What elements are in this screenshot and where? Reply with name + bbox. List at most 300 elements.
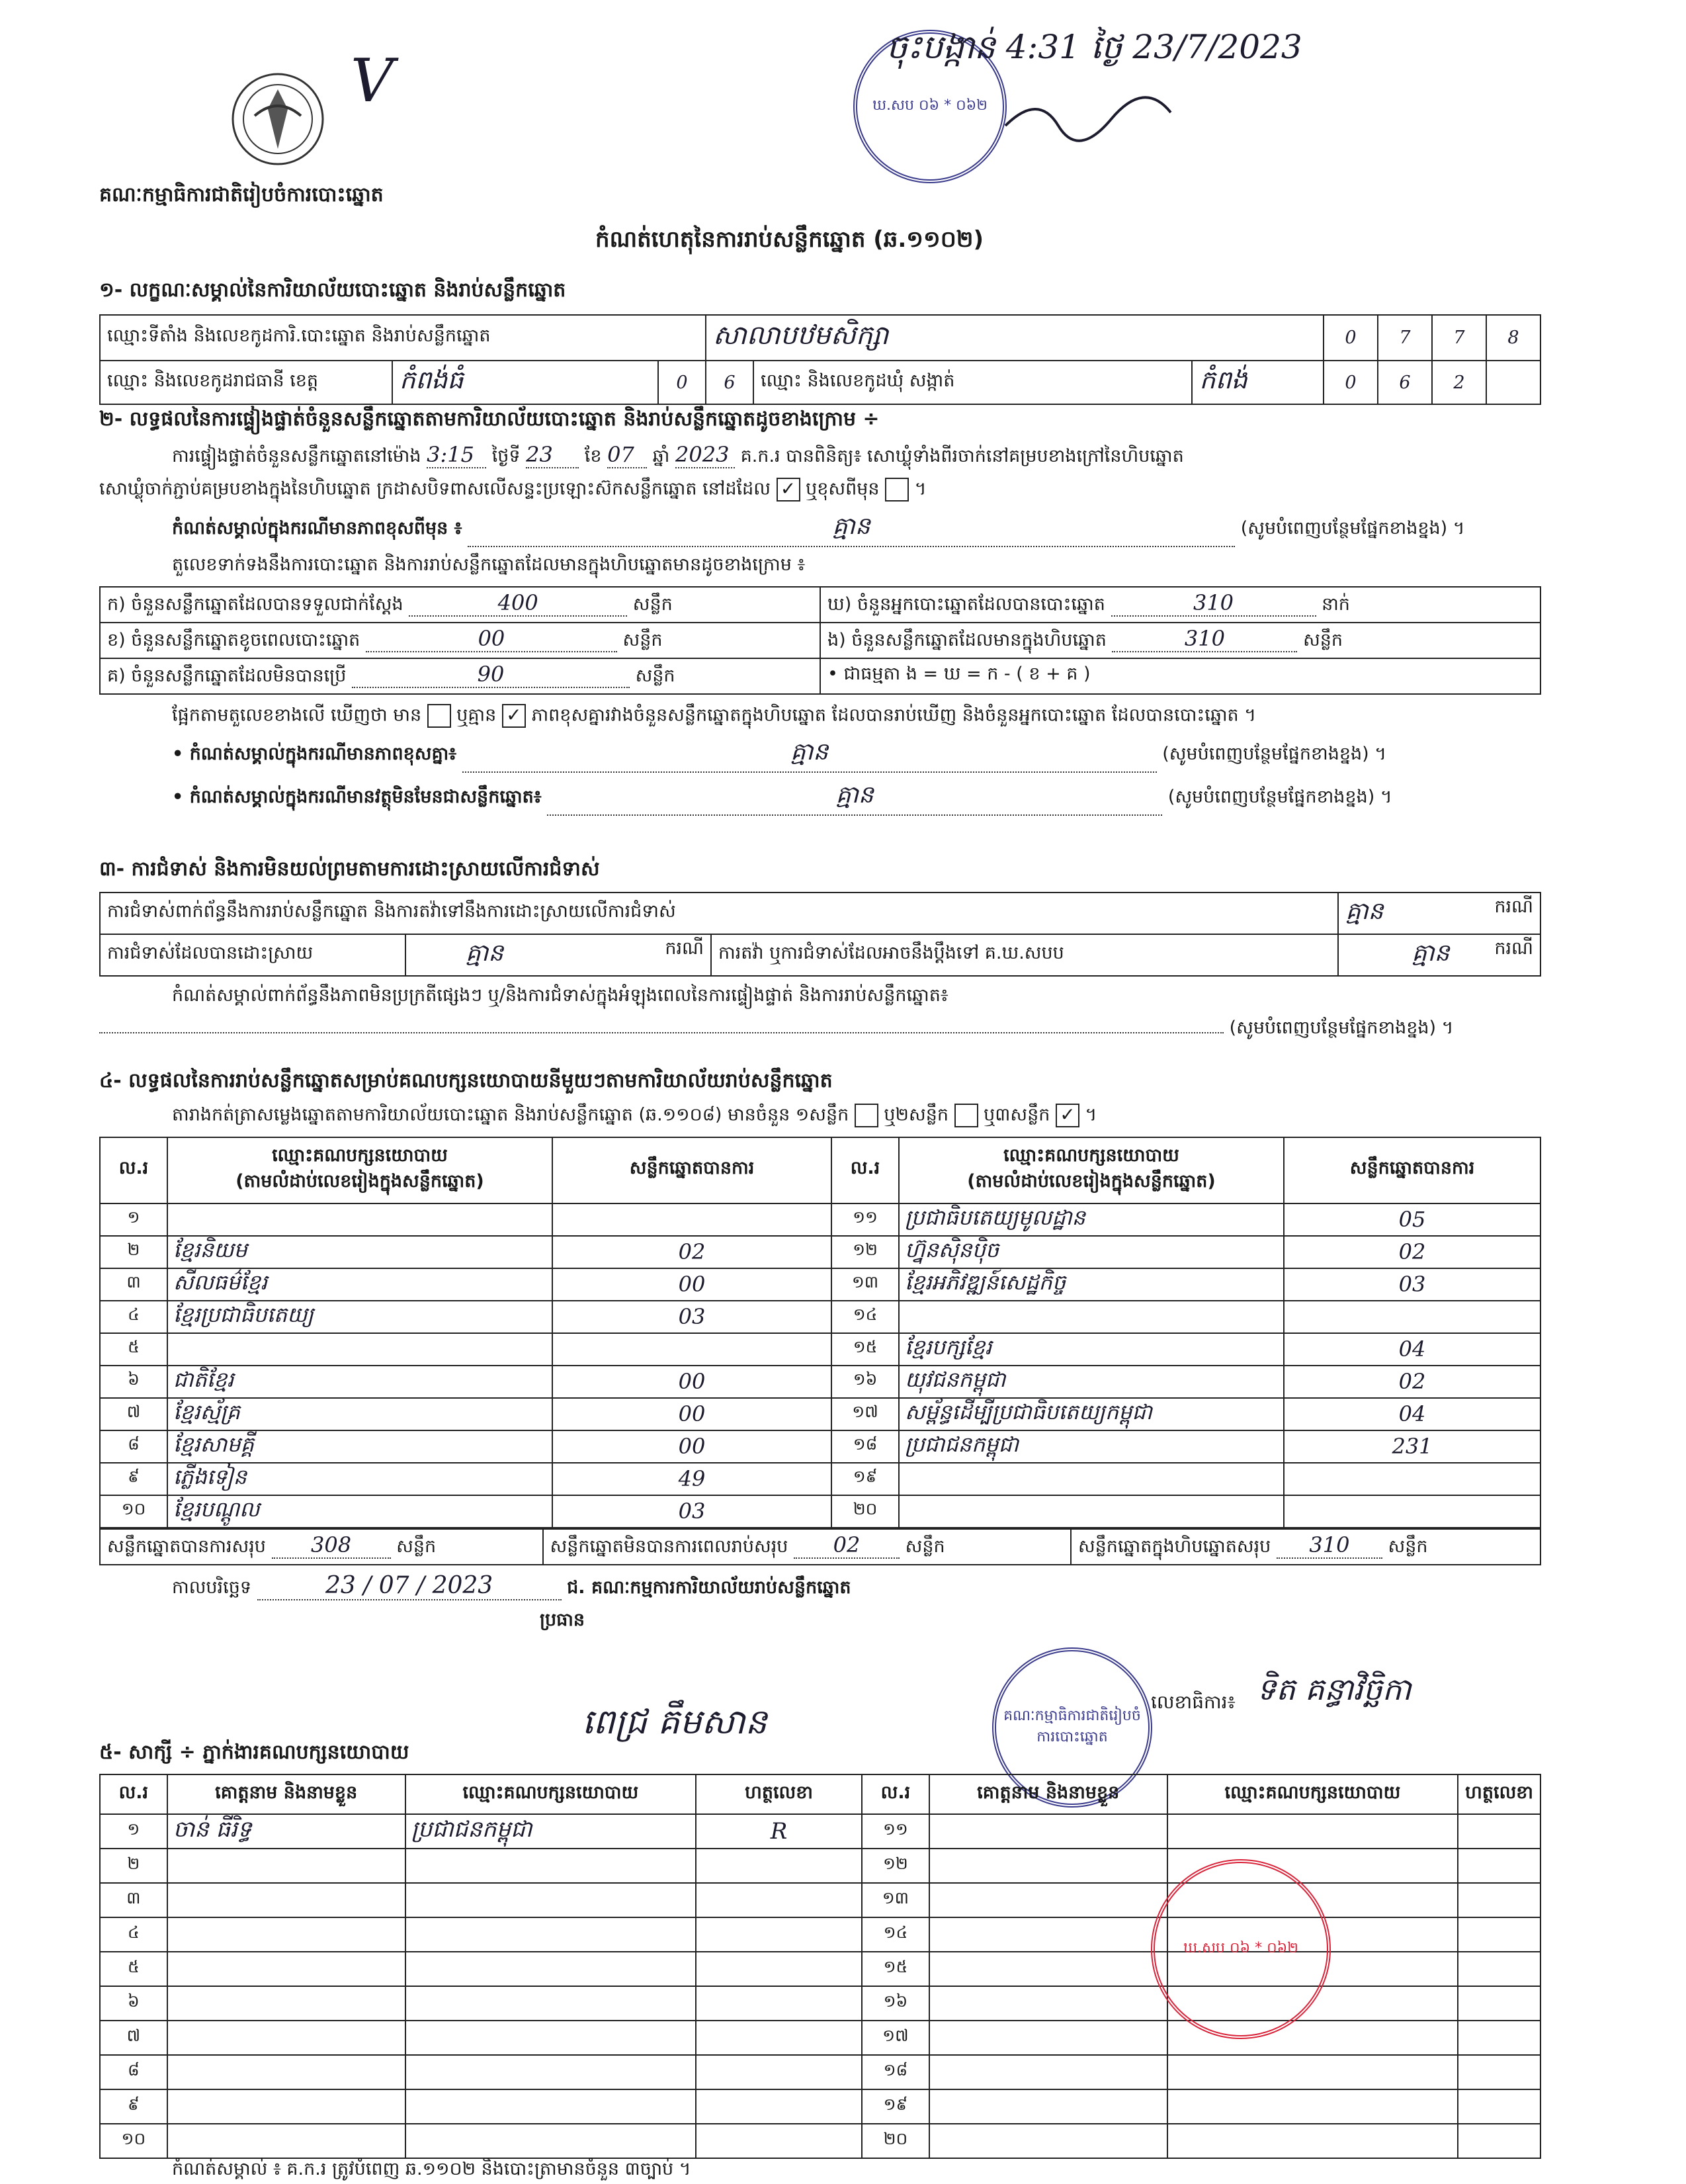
witness-no: ១១ [862,1814,929,1849]
witness-no: ១៨ [862,2055,929,2089]
vote-party: ប្រជាជនកម្ពុជា [899,1430,1284,1463]
note-3-hint: (សូមបំពេញបន្ថែមផ្នែកខាងខ្នង) ។ [1167,787,1392,807]
witness-party [405,1849,696,1883]
witness-name[interactable] [929,2021,1167,2055]
has-difference-checkbox[interactable] [427,704,451,728]
witness-signature[interactable] [1458,1952,1540,1986]
witness-name[interactable] [929,1814,1167,1849]
total-valid-label: សន្លឹកឆ្នោតបានការសរុប [107,1536,266,1557]
count-label: ក) ចំនួនសន្លឹកឆ្នោតដែលបានទទួលជាក់ស្តែង [107,593,403,615]
col-party [899,1137,1284,1203]
count-value: 310 [1112,626,1297,652]
col-party-sub: (តាមលំដាប់លេខរៀងក្នុងសន្លឹកឆ្នោត) [967,1170,1216,1192]
witness-name[interactable] [929,1883,1167,1917]
total-invalid-label: សន្លឹកឆ្នោតមិនបានការពេលរាប់សរុប [550,1536,788,1557]
vote-party: ខ្មែរបណ្តូល [167,1495,552,1528]
complaints-value: គ្មាន [1345,898,1384,925]
month-label: ខែ [584,446,602,466]
section-1-title: ១- លក្ខណៈសម្គាល់នៃការិយាល័យបោះឆ្នោត និងរាប់សន្លឹកឆ្នោត [99,279,566,302]
vote-row [100,1398,1540,1430]
vote-count: 03 [552,1495,831,1528]
witness-no: ១០ [100,2124,167,2158]
vote-count: 49 [552,1463,831,1495]
col-party-sub: (តាមលំដាប់លេខរៀងក្នុងសន្លឹកឆ្នោត) [235,1170,484,1192]
no-difference-checkbox[interactable]: ✓ [502,704,526,728]
vote-count [1284,1301,1540,1333]
appeal-cell [1338,934,1540,976]
witness-party [405,2021,696,2055]
witness-no: ១៦ [862,1986,929,2021]
witness-no: ៧ [100,2021,167,2055]
vote-count: 03 [552,1301,831,1333]
witness-no: ៩ [100,2089,167,2124]
check-mark-handwritten: V [351,46,394,116]
vote-party: ខ្មែរស្ម័គ្រ [167,1398,552,1430]
note-2-line [99,736,1541,773]
count-row-a [100,587,820,623]
seal-intact-text: សោឃ្លុំចាក់ភ្ជាប់គម្របខាងក្នុងនៃហិបឆ្នោត ក្រដាសបិទពាសលើសន្ទះប្រឡោះស៊កសន្លឹកឆ្នោត នៅដដែល [99,478,771,500]
vote-party [167,1333,552,1366]
witness-name [167,1952,405,1986]
note-1-hint: (សូមបំពេញបន្ថែមផ្នែកខាងខ្នង) ។ [1240,517,1465,539]
emblem-icon [228,69,327,169]
vote-party [899,1463,1284,1495]
vote-no: ២ [100,1236,167,1268]
province-label: ឈ្មោះ និងលេខកូដរាជធានី ខេត្ត [100,361,392,404]
formula-row: • ជាធម្មតា ង = ឃ = ក - ( ខ + គ ) [820,658,1540,694]
vote-count [1284,1463,1540,1495]
witness-name [167,1849,405,1883]
witness-name [167,1917,405,1952]
code-digit: 6 [706,361,753,404]
witness-party [405,1883,696,1917]
witness-signature[interactable] [1458,2021,1540,2055]
note-1-label: កំណត់សម្គាល់ក្នុងករណីមានភាពខុសពីមុន ៖ [172,517,462,539]
totals-table [99,1528,1541,1565]
appeal-unit: ករណី [1494,938,1533,959]
changed-checkbox[interactable] [885,478,909,502]
resolved-unit: ករណី [665,938,704,959]
witness-row [100,2124,1540,2158]
vote-count: 05 [1284,1203,1540,1236]
witness-party[interactable] [1167,2124,1458,2158]
col-no: ល.រ [100,1137,167,1203]
section-1 [99,268,1541,405]
witness-signature [696,1849,862,1883]
count-row-e [820,623,1540,658]
total-unit: សន្លឹក [1388,1536,1428,1557]
vote-no: ១១ [831,1203,899,1236]
tally-1-checkbox[interactable] [855,1104,878,1127]
witness-party [405,2089,696,2124]
code-digit: 7 [1432,315,1486,361]
col-party: ឈ្មោះគណបក្សនយោបាយ [405,1774,696,1814]
verification-year: 2023 [675,442,735,468]
col-no: ល.រ [831,1137,899,1203]
count-unit: សន្លឹក [622,629,663,650]
note-2-label: • កំណត់សម្គាល់ក្នុងករណីមានភាពខុសគ្នា៖ [172,744,457,764]
compare-text: ផ្អែកតាមតួលេខខាងលើ ឃើញថា មាន [172,705,422,725]
witness-name[interactable] [929,1849,1167,1883]
col-votes: សន្លឹកឆ្នោតបានការ [552,1137,831,1203]
witness-name[interactable] [929,2089,1167,2124]
witness-row [100,1986,1540,2021]
witness-signature[interactable] [1458,2055,1540,2089]
verification-line-2 [99,478,1541,504]
vote-party: ខ្មែរបក្សខ្មែរ [899,1333,1284,1366]
vote-no: ១៥ [831,1333,899,1366]
vote-no: ២០ [831,1495,899,1528]
witness-name [167,2089,405,2124]
count-value: 310 [1111,590,1316,617]
signature-icon [999,86,1197,146]
witness-party[interactable] [1167,2055,1458,2089]
count-label: ឃ) ចំនួនអ្នកបោះឆ្នោតដែលបានបោះឆ្នោត [827,593,1105,615]
witness-no: ៦ [100,1986,167,2021]
witness-no: ២ [100,1849,167,1883]
witness-no: ១ [100,1814,167,1849]
vote-row [100,1236,1540,1268]
verification-month: 07 [607,442,647,468]
witness-signature[interactable] [1458,2124,1540,2158]
total-invalid-value: 02 [794,1532,900,1559]
witness-name[interactable] [929,1986,1167,2021]
resolved-value: គ្មាន [466,939,504,967]
section-2 [99,397,1541,822]
total-valid-cell [100,1529,543,1565]
total-box-label: សន្លឹកឆ្នោតក្នុងហិបឆ្នោតសរុប [1077,1536,1271,1557]
vote-no: ១៣ [831,1268,899,1301]
witness-row [100,1814,1540,1849]
irregularity-dotline [99,1017,1541,1043]
count-row-d [820,587,1540,623]
vote-party: ខ្មែរប្រជាធិបតេយ្យ [167,1301,552,1333]
vote-party: យុវជនកម្ពុជា [899,1366,1284,1398]
col-name: គោត្តនាម និងនាមខ្លួន [167,1774,405,1814]
col-party-title: ឈ្មោះគណបក្សនយោបាយ [1003,1145,1179,1166]
secretary-label: លេខាធិការ៖ [1151,1691,1236,1713]
secretary-name: ទិត គន្ធាវិច្ឆិកា [1257,1671,1412,1707]
note-3-value: គ្មាន [547,779,1162,816]
vote-party: ខ្មែរសាមគ្គី [167,1430,552,1463]
location-label: ឈ្មោះទីតាំង និងលេខកូដការិ.បោះឆ្នោត និងរាប់សន្លឹកឆ្នោត [100,315,706,361]
witness-signature[interactable] [1458,1849,1540,1883]
total-unit: សន្លឹក [396,1536,437,1557]
vote-party: ហ្វ៊ុនស៊ិនប៉ិច [899,1236,1284,1268]
section-2-title: ២- លទ្ធផលនៃការផ្ទៀងផ្ទាត់ចំនួនសន្លឹកឆ្នោតតាមការិយាល័យបោះឆ្នោត និងរាប់សន្លឹកឆ្នោតដូចខាងក្រោម ÷ [99,408,880,431]
count-unit: នាក់ [1322,593,1350,615]
code-digit: 8 [1486,315,1540,361]
vote-row [100,1366,1540,1398]
witness-name: ចាន់ ធីរិទ្ធ [167,1814,405,1849]
witness-name [167,1986,405,2021]
count-value: 400 [409,590,627,617]
count-unit: សន្លឹក [1303,629,1343,650]
stamp-code: ឃ.សប ០៦ * ០៦២ [872,97,988,114]
witness-name [167,2021,405,2055]
vote-count: 03 [1284,1268,1540,1301]
vote-no: ៨ [100,1430,167,1463]
section-3 [99,847,1541,1049]
witness-no: ៥ [100,1952,167,1986]
witness-no: ១៥ [862,1952,929,1986]
sentence-end: ។ [1085,1104,1097,1125]
verification-day: 23 [526,442,579,468]
witness-signature[interactable] [1458,1986,1540,2021]
witness-no: ១៩ [862,2089,929,2124]
form-title: កំណត់ហេតុនៃការរាប់សន្លឹកឆ្នោត (ឆ.១១០២) [595,226,984,253]
vote-party: សីលធម៌ខ្មែរ [167,1268,552,1301]
vote-no: ៣ [100,1268,167,1301]
vote-count: 02 [1284,1366,1540,1398]
witness-name[interactable] [929,1917,1167,1952]
note-3-label: • កំណត់សម្គាល់ក្នុងករណីមានវត្ថុមិនមែនជាសន្លឹកឆ្នោត៖ [172,787,542,807]
code-digit: 0 [1324,315,1378,361]
col-no: ល.រ [100,1774,167,1814]
witness-row [100,2021,1540,2055]
vote-row [100,1203,1540,1236]
vote-count: 00 [552,1430,831,1463]
compare-line [99,704,1541,730]
irregularity-hint: (សូមបំពេញបន្ថែមផ្នែកខាងខ្នង) ។ [1229,1018,1454,1038]
date-value: 23 / 07 / 2023 [257,1572,562,1600]
vote-row [100,1430,1540,1463]
chair-label: ប្រធាន [539,1609,585,1630]
col-name: គោត្តនាម និងនាមខ្លួន [929,1774,1167,1814]
witness-no: ១៧ [862,2021,929,2055]
vote-no: ១៦ [831,1366,899,1398]
vote-no: ៧ [100,1398,167,1430]
result-intro: តួលេខទាក់ទងនឹងការបោះឆ្នោត និងការរាប់សន្លឹកឆ្នោតដែលមានក្នុងហិបឆ្នោតមានដូចខាងក្រោម ៖ [172,554,806,575]
count-unit: សន្លឹក [635,665,675,686]
col-party: ឈ្មោះគណបក្សនយោបាយ [1167,1774,1458,1814]
vote-no: ១០ [100,1495,167,1528]
count-label: ខ) ចំនួនសន្លឹកឆ្នោតខូចពេលបោះឆ្នោត [107,629,360,650]
vote-no: ៩ [100,1463,167,1495]
code-digit: 0 [1324,361,1378,404]
vote-no: ១២ [831,1236,899,1268]
total-invalid-cell [543,1529,1071,1565]
witness-signature [696,2055,862,2089]
count-label: គ) ចំនួនសន្លឹកឆ្នោតដែលមិនបានប្រើ [107,665,347,686]
total-box-value: 310 [1277,1532,1382,1559]
witness-no: ៣ [100,1883,167,1917]
witness-party [405,1952,696,1986]
vote-no: ៤ [100,1301,167,1333]
votes-table [99,1137,1541,1528]
witness-signature [696,2124,862,2158]
note-2-value: គ្មាន [462,736,1157,773]
same-checkbox[interactable]: ✓ [777,478,800,502]
witness-name [167,2055,405,2089]
verification-text: ការផ្ទៀងផ្ទាត់ចំនួនសន្លឹកឆ្នោតនៅម៉ោង [172,446,421,466]
vote-party: ភ្លើងទៀន [167,1463,552,1495]
witness-signature[interactable] [1458,1883,1540,1917]
vote-party: ខ្មែរនិយម [167,1236,552,1268]
witness-no: ១២ [862,1849,929,1883]
stamp-text: គណៈកម្មាធិការជាតិរៀបចំការបោះឆ្នោត [1003,1708,1141,1745]
verification-time: 3:15 [427,442,486,468]
code-digit: 2 [1432,361,1486,404]
tally-sheet-line [99,1104,1541,1130]
vote-count [552,1203,831,1236]
note-3-line [99,779,1541,816]
vote-party [167,1203,552,1236]
witness-signature[interactable] [1458,1814,1540,1849]
vote-no: ៥ [100,1333,167,1366]
count-row-c [100,658,820,694]
vote-no: ១៨ [831,1430,899,1463]
vote-count: 04 [1284,1333,1540,1366]
total-box-cell [1071,1529,1540,1565]
vote-count: 02 [1284,1236,1540,1268]
vote-count: 00 [552,1366,831,1398]
irregularity-blank [99,1032,1224,1033]
vote-no: ៦ [100,1366,167,1398]
witness-signature [696,1952,862,1986]
section-3-title: ៣- ការជំទាស់ និងការមិនយល់ព្រមតាមការដោះស្រាយលើការជំទាស់ [99,857,600,881]
committee-label: ជ. គណៈកម្មការការិយាល័យរាប់សន្លឹកឆ្នោត [567,1577,851,1598]
witness-name [167,1883,405,1917]
witness-signature [696,1917,862,1952]
commune-label: ឈ្មោះ និងលេខកូដឃុំ សង្កាត់ [753,361,1192,404]
changed-label: ឬខុសពីមុន [806,478,880,500]
compare-text-2: ភាពខុសគ្នារវាងចំនួនសន្លឹកឆ្នោតក្នុងហិបឆ្នោត ដែលបានរាប់ឃើញ និងចំនួនអ្នកបោះឆ្នោត ដែលបានបោះឆ្នោត ។ [531,705,1257,725]
witness-signature[interactable] [1458,1917,1540,1952]
tally-text: តារាងកត់ត្រាសម្លេងឆ្នោតតាមការិយាល័យបោះឆ្នោត និងរាប់សន្លឹកឆ្នោត (ឆ.១១០៨) មានចំនួន ១សន្លឹក [172,1104,849,1125]
witness-name[interactable] [929,2055,1167,2089]
total-valid-value: 308 [272,1532,391,1559]
resolved-label: ការជំទាស់ដែលបានដោះស្រាយ [100,934,405,976]
witness-no: ៨ [100,2055,167,2089]
red-stamp [1151,1859,1331,2039]
vote-party: ជាតិខ្មែរ [167,1366,552,1398]
witness-signature [696,2089,862,2124]
footer-note: កំណត់សម្គាល់ ៖ គ.ក.រ ត្រូវបំពេញ ឆ.១១០២ និងបោះត្រាមានចំនួន ៣ច្បាប់ ។ [172,2159,691,2179]
witness-party[interactable] [1167,2089,1458,2124]
count-row-b [100,623,820,658]
section-4-title: ៤- លទ្ធផលនៃការរាប់សន្លឹកឆ្នោតសម្រាប់គណបក្សនយោបាយនីមួយៗតាមការិយាល័យរាប់សន្លឹកឆ្នោត [99,1069,833,1092]
vote-row [100,1268,1540,1301]
tally-2-label: ឬ២សន្លឹក [884,1104,948,1125]
vote-row [100,1495,1540,1528]
vote-count: 00 [552,1398,831,1430]
vote-party: ខ្មែរអភិវឌ្ឍន៍សេដ្ឋកិច្ច [899,1268,1284,1301]
vote-row [100,1463,1540,1495]
witness-row [100,1883,1540,1917]
vote-party: ប្រជាធិបតេយ្យមូលដ្ឋាន [899,1203,1284,1236]
appeal-label: ការតវ៉ា ឬការជំទាស់ដែលអាចនឹងប្តឹងទៅ គ.ឃ.សបប [711,934,1338,976]
tally-2-checkbox[interactable] [954,1104,978,1127]
witness-row [100,2055,1540,2089]
section-4 [99,1059,1541,1635]
vote-party [899,1301,1284,1333]
col-votes: សន្លឹកឆ្នោតបានការ [1284,1137,1540,1203]
province-value: កំពង់ធំ [392,361,658,404]
nec-emblem [228,69,327,169]
col-no: ល.រ [862,1774,929,1814]
location-value: សាលាបឋមសិក្សា [706,315,1324,361]
complaints-label: ការជំទាស់ពាក់ព័ន្ធនឹងការរាប់សន្លឹកឆ្នោត និងការតវ៉ាទៅនឹងការដោះស្រាយលើការជំទាស់ [100,893,1338,934]
witness-name[interactable] [929,1952,1167,1986]
vote-party: សម្ព័ន្ធដើម្បីប្រជាធិបតេយ្យកម្ពុជា [899,1398,1284,1430]
date-line [99,1572,1541,1602]
count-value: 00 [366,626,617,652]
col-party [167,1137,552,1203]
code-digit: 7 [1378,315,1432,361]
code-digit: 6 [1378,361,1432,404]
complaints-unit: ករណី [1494,896,1533,917]
witness-party [405,1917,696,1952]
vote-row [100,1333,1540,1366]
vote-party [899,1495,1284,1528]
tally-3-checkbox[interactable]: ✓ [1056,1104,1079,1127]
witness-party [405,2055,696,2089]
witness-no: ១៣ [862,1883,929,1917]
count-value: 90 [352,662,630,688]
col-sign: ហត្ថលេខា [1458,1774,1540,1814]
witness-party[interactable] [1167,1814,1458,1849]
irregularity-note: កំណត់សម្គាល់ពាក់ព័ន្ធនឹងភាពមិនប្រក្រតីផ្សេងៗ ឬ/និងការជំទាស់ក្នុងអំឡុងពេលនៃការផ្ទៀងផ្ទាត់ និងការរាប់សន្លឹកឆ្នោត៖ [172,985,948,1006]
day-label: ថ្ងៃទី [491,446,521,466]
col-sign: ហត្ថលេខា [696,1774,862,1814]
col-party-title: ឈ្មោះគណបក្សនយោបាយ [272,1145,448,1166]
vote-count: 231 [1284,1430,1540,1463]
year-label: ឆ្នាំ [652,446,670,466]
witness-no: ២០ [862,2124,929,2158]
count-unit: សន្លឹក [632,593,673,615]
witness-signature[interactable] [1458,2089,1540,2124]
date-label: កាលបរិច្ឆេទ [172,1577,251,1598]
tally-3-label: ឬ៣សន្លឹក [984,1104,1050,1125]
witness-row [100,2089,1540,2124]
witness-name[interactable] [929,2124,1167,2158]
resolved-cell [405,934,711,976]
vote-count [552,1333,831,1366]
vote-count: 02 [552,1236,831,1268]
note-2-hint: (សូមបំពេញបន្ថែមផ្នែកខាងខ្នង) ។ [1162,744,1387,764]
sentence-end: ។ [914,478,927,500]
witness-row [100,1849,1540,1883]
code-digit: 0 [658,361,706,404]
location-table [99,314,1541,405]
commune-value: កំពង់ [1192,361,1324,404]
count-label: ង) ចំនួនសន្លឹកឆ្នោតដែលមានក្នុងហិបឆ្នោត [827,629,1107,650]
section-5-title: ៥- សាក្សី ÷ ភ្នាក់ងារគណបក្សនយោបាយ [99,1741,409,1764]
vote-no: ១ [100,1203,167,1236]
witness-signature: R [696,1814,862,1849]
witness-party [405,1986,696,2021]
verification-line-1 [99,442,1541,471]
total-unit: សន្លឹក [905,1536,945,1557]
no-difference-label: ឬគ្មាន [456,705,497,725]
note-1-value: គ្មាន [468,511,1235,547]
org-name: គណៈកម្មាធិការជាតិរៀបចំការបោះឆ្នោត [99,183,384,206]
vote-count: 04 [1284,1398,1540,1430]
appeal-value: គ្មាន [1412,939,1450,967]
receipt-note: ចុះបង្កាន់ 4:31 ថ្ងៃ 23/7/2023 [886,28,1302,66]
note-1-line [99,511,1541,547]
verification-text-2: គ.ក.រ បានពិនិត្យ៖ សោឃ្លុំទាំងពីរចាក់នៅគម្របខាងក្រៅនៃហិបឆ្នោត [740,446,1184,466]
vote-no: ១៩ [831,1463,899,1495]
witness-signature [696,2021,862,2055]
red-stamp-code: ឃ.សប ០៦ * ០៦២ [1183,1940,1298,1956]
witness-no: ១៤ [862,1917,929,1952]
witness-signature [696,1883,862,1917]
receipt-signature [999,86,1197,155]
vote-row [100,1301,1540,1333]
vote-count [1284,1495,1540,1528]
